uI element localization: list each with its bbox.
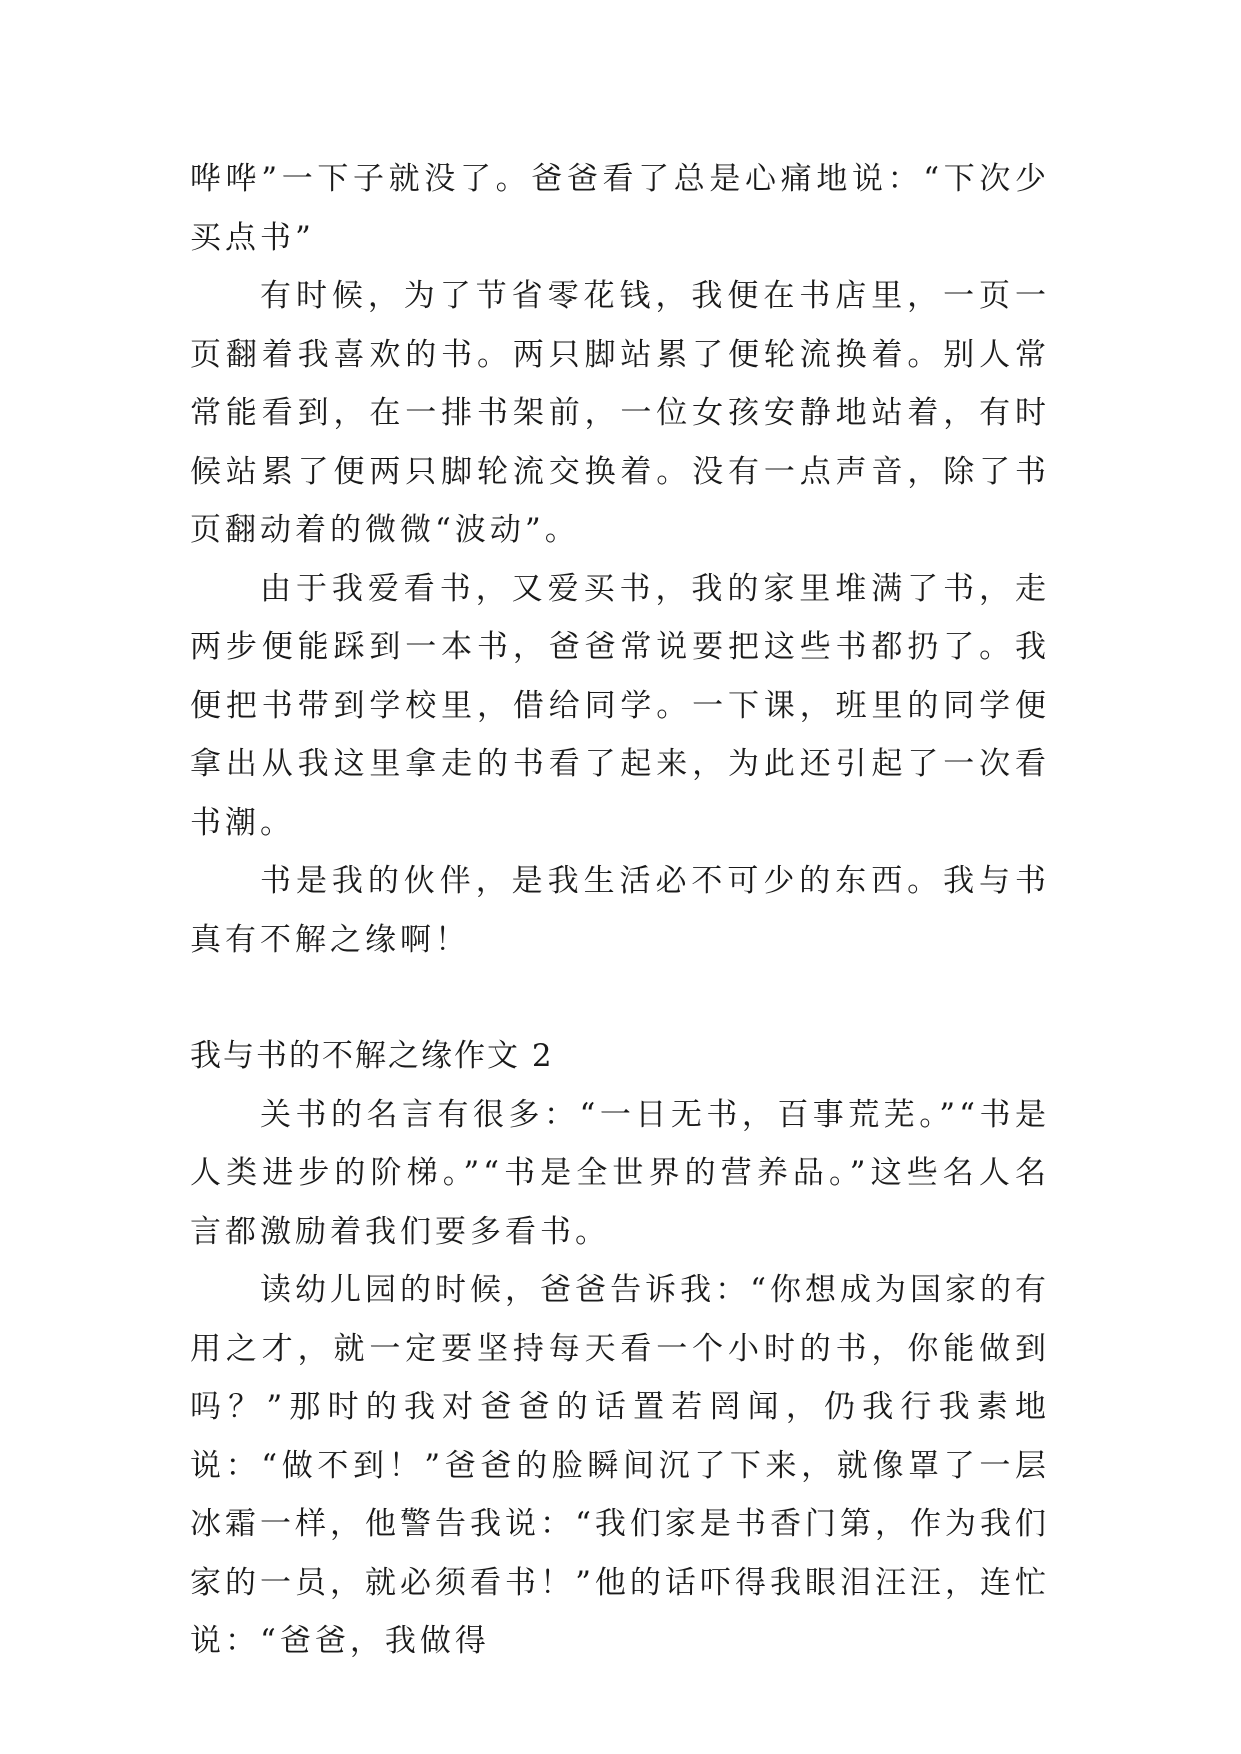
- paragraph: 书是我的伙伴，是我生活必不可少的东西。我与书真有不解之缘啊！: [190, 863, 1050, 958]
- paragraph: 关书的名言有很多：“一日无书，百事荒芜。”“书是人类进步的阶梯。”“书是全世界的营养品。”这些名人名言都激励着我们要多看书。: [190, 1096, 1050, 1250]
- paragraph: 由于我爱看书，又爱买书，我的家里堆满了书，走两步便能踩到一本书，爸爸常说要把这些书都扔了。我便把书带到学校里，借给同学。一下课，班里的同学便拿出从我这里拿走的书看了起来，为此还引起了一次看书潮。: [190, 570, 1050, 841]
- document-body: [190, 150, 1050, 1671]
- paragraph: 读幼儿园的时候，爸爸告诉我：“你想成为国家的有用之才，就一定要坚持每天看一个小时的书，你能做到吗？”那时的我对爸爸的话置若罔闻，仍我行我素地说：“做不到！”爸爸的脸瞬间沉了下来，就像罩了一层冰霜一样，他警告我说：“我们家是书香门第，作为我们家的一员，就必须看书！”他的话吓得我眼泪汪汪，连忙说：“爸爸，我做得: [190, 1272, 1050, 1659]
- paragraph-continued: 哗哗”一下子就没了。爸爸看了总是心痛地说：“下次少买点书”: [190, 161, 1050, 256]
- paragraph: 有时候，为了节省零花钱，我便在书店里，一页一页翻着我喜欢的书。两只脚站累了便轮流换着。别人常常能看到，在一排书架前，一位女孩安静地站着，有时候站累了便两只脚轮流交换着。没有一点声音，除了书页翻动着的微微“波动”。: [190, 278, 1050, 548]
- section-heading: 我与书的不解之缘作文 2: [190, 1038, 554, 1074]
